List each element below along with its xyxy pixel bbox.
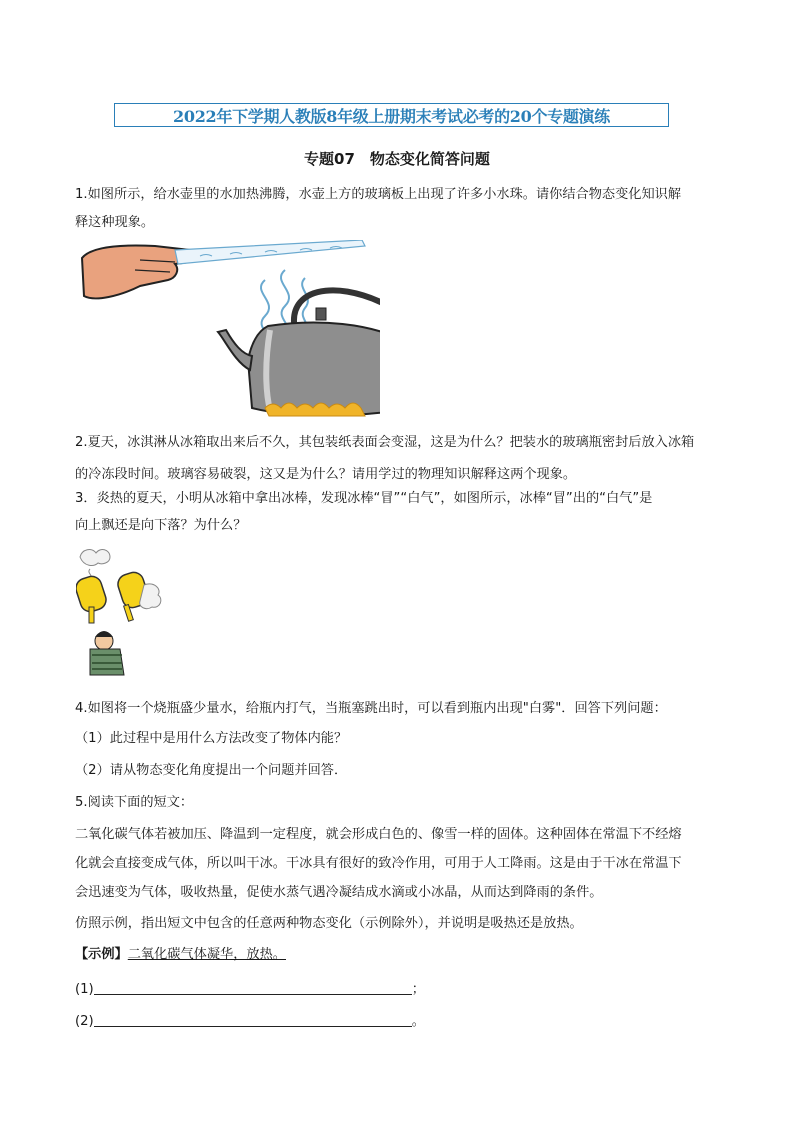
example-line xyxy=(75,946,286,964)
answer-1-blank[interactable] xyxy=(94,980,412,995)
q4-sub-question-1: （1）此过程中是用什么方法改变了物体内能？ xyxy=(75,731,348,746)
answer-1-label: (1) xyxy=(75,982,94,997)
q5-instruction: 仿照示例，指出短文中包含的任意两种物态变化（示例除外），并说明是吸热还是放热。 xyxy=(75,916,583,931)
answer-1-end: ； xyxy=(411,982,425,997)
white-vapor-icon-2 xyxy=(140,584,161,609)
answer-line-2 xyxy=(75,1012,425,1031)
q4-text-line1: 4.如图将一个烧瓶盛少量水，给瓶内打气，当瓶塞跳出时，可以看到瓶内出现"白雾"．回答下列问题： xyxy=(75,701,667,716)
q1-text-line2: 释这种现象。 xyxy=(75,215,155,230)
glass-plate xyxy=(175,240,365,264)
topic-title: 专题07 物态变化简答问题 xyxy=(304,150,490,168)
q5-passage-line3: 会迅速变为气体，吸收热量，促使水蒸气遇冷凝结成水滴或小冰晶，从而达到降雨的条件。 xyxy=(75,885,603,900)
answer-2-blank[interactable] xyxy=(94,1012,412,1027)
example-text: 二氧化碳气体凝华，放热。 xyxy=(127,947,286,962)
banner-text: 2022年下学期人教版8年级上册期末考试必考的20个专题演练 xyxy=(173,106,610,126)
white-vapor-icon xyxy=(80,550,110,566)
q3-text-line1: 3．炎热的夏天，小明从冰箱中拿出冰棒，发现冰棒“冒”“白气”，如图所示，冰棒“冒”出的“白气”是 xyxy=(75,491,653,506)
q4-sub-question-2: （2）请从物态变化角度提出一个问题并回答． xyxy=(75,763,348,778)
q1-text-line1: 1.如图所示，给水壶里的水加热沸腾，水壶上方的玻璃板上出现了许多小水珠。请你结合物态变化知识解 xyxy=(75,187,682,202)
kettle-spout xyxy=(218,330,252,370)
popsicle-illustration xyxy=(76,545,168,680)
q5-title: 5.阅读下面的短文： xyxy=(75,795,194,810)
answer-line-1 xyxy=(75,980,425,999)
q5-passage-line1: 二氧化碳气体若被加压、降温到一定程度，就会形成白色的、像雪一样的固体。这种固体在常温下不经熔 xyxy=(75,827,682,842)
kettle-illustration xyxy=(80,240,380,418)
answer-2-label: (2) xyxy=(75,1014,94,1029)
q3-text-line2: 向上飘还是向下落？为什么？ xyxy=(75,518,247,533)
title-banner xyxy=(114,103,669,127)
q5-passage-line2: 化就会直接变成气体，所以叫干冰。干冰具有很好的致冷作用，可用于人工降雨。这是由于干冰在常温下 xyxy=(75,856,682,871)
q2-text-line1: 2.夏天，冰淇淋从冰箱取出来后不久，其包装纸表面会变湿，这是为什么？把装水的玻璃瓶密封后放入冰箱 xyxy=(75,435,695,450)
answer-2-end: 。 xyxy=(411,1014,425,1029)
q2-text-line2: 的冷冻段时间。玻璃容易破裂，这又是为什么？请用学过的物理知识解释这两个现象。 xyxy=(75,467,577,482)
example-label: 【示例】 xyxy=(75,947,128,962)
